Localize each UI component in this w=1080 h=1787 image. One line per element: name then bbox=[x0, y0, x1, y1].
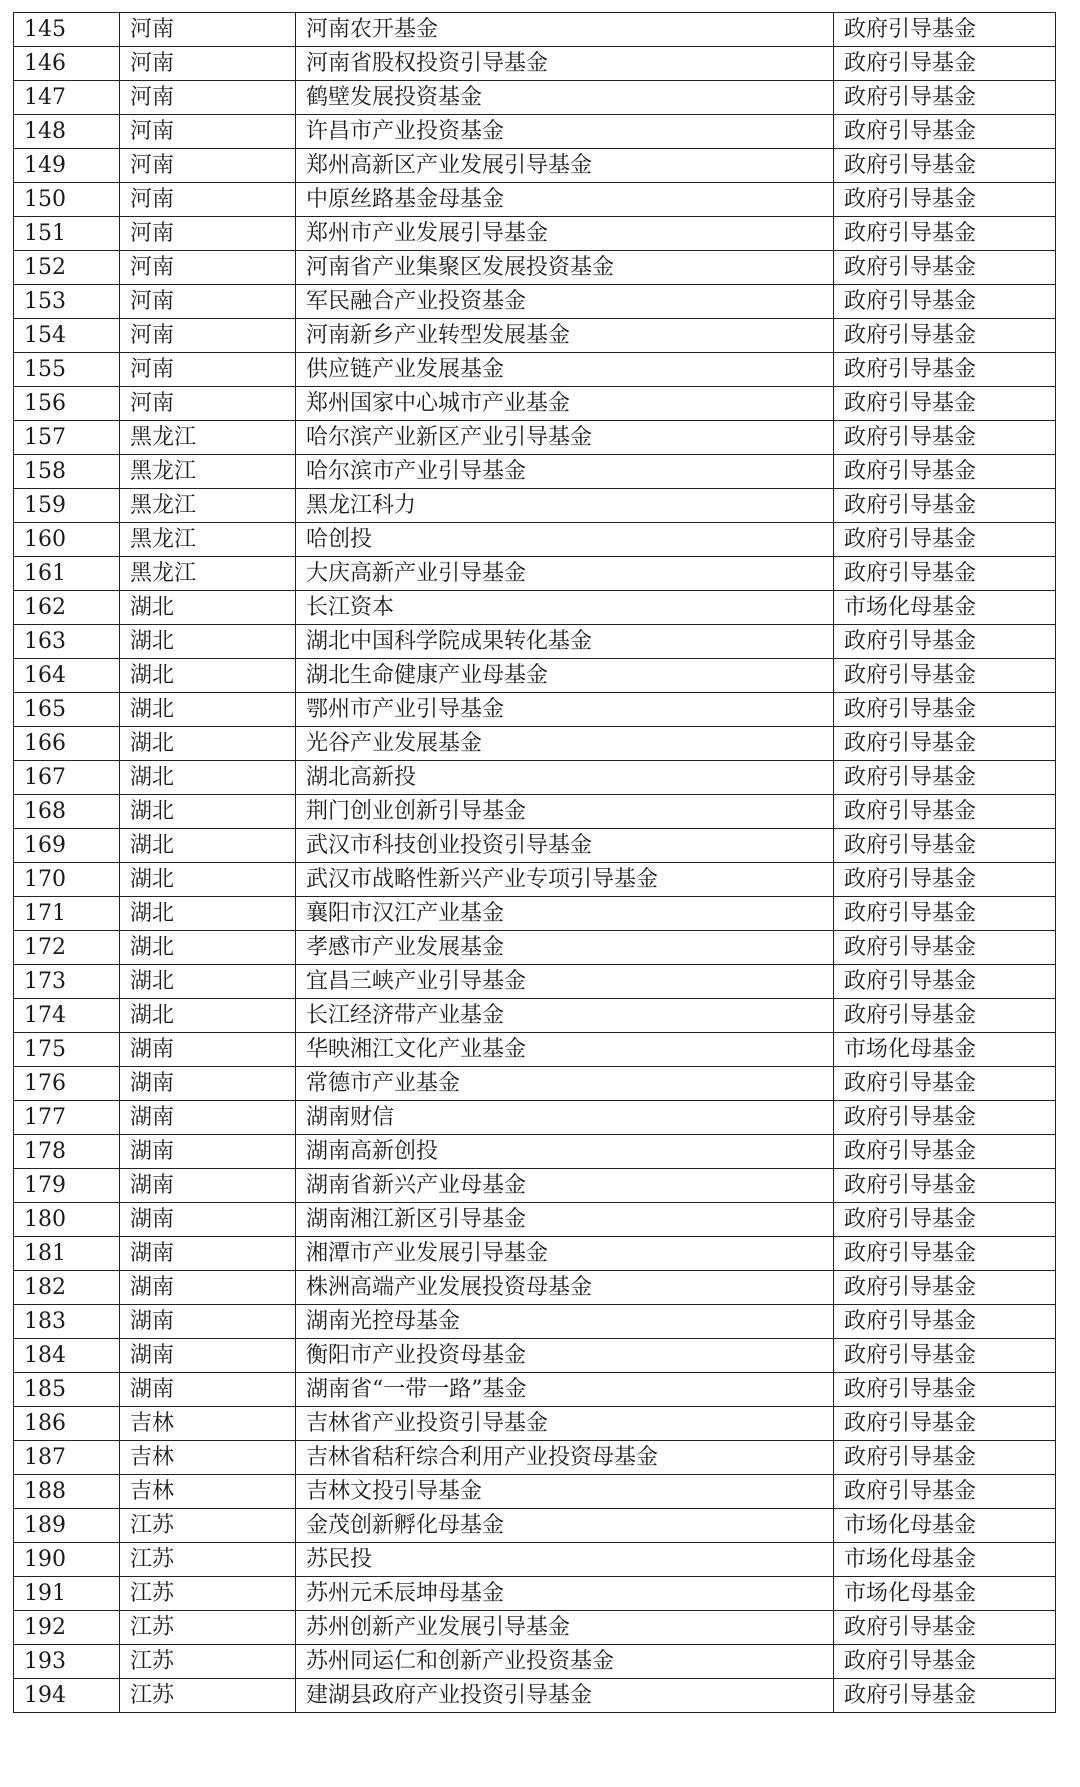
fund-type-cell: 政府引导基金 bbox=[834, 863, 1056, 897]
fund-name-cell: 吉林省秸秆综合利用产业投资母基金 bbox=[296, 1441, 834, 1475]
row-number-cell: 166 bbox=[14, 727, 120, 761]
row-number-cell: 186 bbox=[14, 1407, 120, 1441]
row-number-cell: 187 bbox=[14, 1441, 120, 1475]
row-number-cell: 191 bbox=[14, 1577, 120, 1611]
province-cell: 湖北 bbox=[120, 625, 296, 659]
fund-name-cell: 苏民投 bbox=[296, 1543, 834, 1577]
fund-type-cell: 政府引导基金 bbox=[834, 1305, 1056, 1339]
row-number-cell: 154 bbox=[14, 319, 120, 353]
fund-type-cell: 政府引导基金 bbox=[834, 149, 1056, 183]
province-cell: 河南 bbox=[120, 47, 296, 81]
fund-type-cell: 政府引导基金 bbox=[834, 965, 1056, 999]
fund-type-cell: 政府引导基金 bbox=[834, 115, 1056, 149]
row-number-cell: 182 bbox=[14, 1271, 120, 1305]
fund-table bbox=[13, 12, 1056, 1713]
fund-type-cell: 政府引导基金 bbox=[834, 795, 1056, 829]
fund-name-cell: 供应链产业发展基金 bbox=[296, 353, 834, 387]
row-number-cell: 147 bbox=[14, 81, 120, 115]
row-number-cell: 173 bbox=[14, 965, 120, 999]
fund-name-cell: 大庆高新产业引导基金 bbox=[296, 557, 834, 591]
table-row bbox=[14, 455, 1056, 489]
row-number-cell: 170 bbox=[14, 863, 120, 897]
fund-type-cell: 政府引导基金 bbox=[834, 659, 1056, 693]
fund-type-cell: 政府引导基金 bbox=[834, 47, 1056, 81]
table-row bbox=[14, 1305, 1056, 1339]
fund-name-cell: 苏州同运仁和创新产业投资基金 bbox=[296, 1645, 834, 1679]
table-row bbox=[14, 931, 1056, 965]
row-number-cell: 156 bbox=[14, 387, 120, 421]
province-cell: 江苏 bbox=[120, 1543, 296, 1577]
fund-name-cell: 黑龙江科力 bbox=[296, 489, 834, 523]
table-row bbox=[14, 625, 1056, 659]
fund-name-cell: 荆门创业创新引导基金 bbox=[296, 795, 834, 829]
fund-name-cell: 湖南财信 bbox=[296, 1101, 834, 1135]
province-cell: 湖北 bbox=[120, 761, 296, 795]
province-cell: 湖南 bbox=[120, 1067, 296, 1101]
fund-type-cell: 政府引导基金 bbox=[834, 1271, 1056, 1305]
table-row bbox=[14, 81, 1056, 115]
province-cell: 黑龙江 bbox=[120, 523, 296, 557]
table-row bbox=[14, 217, 1056, 251]
table-row bbox=[14, 1271, 1056, 1305]
fund-type-cell: 政府引导基金 bbox=[834, 999, 1056, 1033]
row-number-cell: 146 bbox=[14, 47, 120, 81]
fund-name-cell: 河南省股权投资引导基金 bbox=[296, 47, 834, 81]
fund-name-cell: 哈创投 bbox=[296, 523, 834, 557]
row-number-cell: 155 bbox=[14, 353, 120, 387]
row-number-cell: 148 bbox=[14, 115, 120, 149]
province-cell: 吉林 bbox=[120, 1441, 296, 1475]
table-row bbox=[14, 557, 1056, 591]
fund-name-cell: 湖北生命健康产业母基金 bbox=[296, 659, 834, 693]
table-row bbox=[14, 1645, 1056, 1679]
row-number-cell: 151 bbox=[14, 217, 120, 251]
province-cell: 湖南 bbox=[120, 1373, 296, 1407]
row-number-cell: 169 bbox=[14, 829, 120, 863]
province-cell: 江苏 bbox=[120, 1577, 296, 1611]
table-row bbox=[14, 1135, 1056, 1169]
table-row bbox=[14, 1033, 1056, 1067]
fund-type-cell: 政府引导基金 bbox=[834, 1169, 1056, 1203]
province-cell: 湖南 bbox=[120, 1135, 296, 1169]
province-cell: 黑龙江 bbox=[120, 455, 296, 489]
fund-type-cell: 政府引导基金 bbox=[834, 931, 1056, 965]
row-number-cell: 153 bbox=[14, 285, 120, 319]
table-row bbox=[14, 421, 1056, 455]
fund-type-cell: 政府引导基金 bbox=[834, 625, 1056, 659]
fund-type-cell: 政府引导基金 bbox=[834, 251, 1056, 285]
table-row bbox=[14, 761, 1056, 795]
row-number-cell: 181 bbox=[14, 1237, 120, 1271]
table-row bbox=[14, 1577, 1056, 1611]
row-number-cell: 194 bbox=[14, 1679, 120, 1713]
fund-type-cell: 市场化母基金 bbox=[834, 1033, 1056, 1067]
province-cell: 江苏 bbox=[120, 1645, 296, 1679]
fund-name-cell: 鄂州市产业引导基金 bbox=[296, 693, 834, 727]
row-number-cell: 180 bbox=[14, 1203, 120, 1237]
table-row bbox=[14, 1611, 1056, 1645]
fund-type-cell: 政府引导基金 bbox=[834, 1339, 1056, 1373]
fund-name-cell: 华映湘江文化产业基金 bbox=[296, 1033, 834, 1067]
row-number-cell: 189 bbox=[14, 1509, 120, 1543]
fund-name-cell: 湖南省新兴产业母基金 bbox=[296, 1169, 834, 1203]
province-cell: 湖北 bbox=[120, 659, 296, 693]
province-cell: 湖北 bbox=[120, 863, 296, 897]
table-row bbox=[14, 1101, 1056, 1135]
province-cell: 湖北 bbox=[120, 727, 296, 761]
province-cell: 吉林 bbox=[120, 1407, 296, 1441]
fund-type-cell: 政府引导基金 bbox=[834, 1679, 1056, 1713]
fund-type-cell: 政府引导基金 bbox=[834, 727, 1056, 761]
row-number-cell: 175 bbox=[14, 1033, 120, 1067]
province-cell: 湖南 bbox=[120, 1033, 296, 1067]
table-row bbox=[14, 999, 1056, 1033]
table-row bbox=[14, 1169, 1056, 1203]
fund-type-cell: 政府引导基金 bbox=[834, 217, 1056, 251]
fund-name-cell: 苏州元禾辰坤母基金 bbox=[296, 1577, 834, 1611]
fund-name-cell: 衡阳市产业投资母基金 bbox=[296, 1339, 834, 1373]
fund-type-cell: 政府引导基金 bbox=[834, 829, 1056, 863]
fund-type-cell: 政府引导基金 bbox=[834, 1373, 1056, 1407]
table-row bbox=[14, 727, 1056, 761]
fund-name-cell: 湘潭市产业发展引导基金 bbox=[296, 1237, 834, 1271]
table-row bbox=[14, 965, 1056, 999]
province-cell: 湖南 bbox=[120, 1101, 296, 1135]
province-cell: 河南 bbox=[120, 217, 296, 251]
row-number-cell: 171 bbox=[14, 897, 120, 931]
province-cell: 湖北 bbox=[120, 931, 296, 965]
province-cell: 湖北 bbox=[120, 829, 296, 863]
fund-type-cell: 政府引导基金 bbox=[834, 761, 1056, 795]
row-number-cell: 176 bbox=[14, 1067, 120, 1101]
fund-type-cell: 政府引导基金 bbox=[834, 1441, 1056, 1475]
fund-name-cell: 湖南湘江新区引导基金 bbox=[296, 1203, 834, 1237]
province-cell: 江苏 bbox=[120, 1611, 296, 1645]
row-number-cell: 174 bbox=[14, 999, 120, 1033]
table-row bbox=[14, 795, 1056, 829]
table-row bbox=[14, 1679, 1056, 1713]
table-row bbox=[14, 1407, 1056, 1441]
fund-type-cell: 政府引导基金 bbox=[834, 455, 1056, 489]
fund-type-cell: 政府引导基金 bbox=[834, 13, 1056, 47]
row-number-cell: 184 bbox=[14, 1339, 120, 1373]
fund-type-cell: 市场化母基金 bbox=[834, 1543, 1056, 1577]
province-cell: 河南 bbox=[120, 285, 296, 319]
table-row bbox=[14, 693, 1056, 727]
table-row bbox=[14, 319, 1056, 353]
province-cell: 湖北 bbox=[120, 693, 296, 727]
fund-name-cell: 军民融合产业投资基金 bbox=[296, 285, 834, 319]
fund-name-cell: 武汉市科技创业投资引导基金 bbox=[296, 829, 834, 863]
table-row bbox=[14, 387, 1056, 421]
table-row bbox=[14, 659, 1056, 693]
fund-type-cell: 政府引导基金 bbox=[834, 1101, 1056, 1135]
row-number-cell: 150 bbox=[14, 183, 120, 217]
table-row bbox=[14, 523, 1056, 557]
row-number-cell: 157 bbox=[14, 421, 120, 455]
fund-name-cell: 长江资本 bbox=[296, 591, 834, 625]
row-number-cell: 164 bbox=[14, 659, 120, 693]
row-number-cell: 145 bbox=[14, 13, 120, 47]
row-number-cell: 178 bbox=[14, 1135, 120, 1169]
document-page bbox=[13, 12, 1055, 1713]
fund-type-cell: 政府引导基金 bbox=[834, 353, 1056, 387]
fund-name-cell: 常德市产业基金 bbox=[296, 1067, 834, 1101]
province-cell: 湖北 bbox=[120, 795, 296, 829]
fund-type-cell: 政府引导基金 bbox=[834, 557, 1056, 591]
fund-name-cell: 襄阳市汉江产业基金 bbox=[296, 897, 834, 931]
table-row bbox=[14, 1475, 1056, 1509]
table-row bbox=[14, 353, 1056, 387]
row-number-cell: 152 bbox=[14, 251, 120, 285]
province-cell: 黑龙江 bbox=[120, 557, 296, 591]
fund-type-cell: 政府引导基金 bbox=[834, 897, 1056, 931]
province-cell: 湖北 bbox=[120, 591, 296, 625]
table-row bbox=[14, 489, 1056, 523]
fund-name-cell: 苏州创新产业发展引导基金 bbox=[296, 1611, 834, 1645]
province-cell: 河南 bbox=[120, 81, 296, 115]
fund-name-cell: 株洲高端产业发展投资母基金 bbox=[296, 1271, 834, 1305]
fund-type-cell: 政府引导基金 bbox=[834, 489, 1056, 523]
row-number-cell: 167 bbox=[14, 761, 120, 795]
table-row bbox=[14, 591, 1056, 625]
fund-name-cell: 吉林省产业投资引导基金 bbox=[296, 1407, 834, 1441]
row-number-cell: 149 bbox=[14, 149, 120, 183]
province-cell: 黑龙江 bbox=[120, 489, 296, 523]
fund-name-cell: 武汉市战略性新兴产业专项引导基金 bbox=[296, 863, 834, 897]
row-number-cell: 159 bbox=[14, 489, 120, 523]
fund-type-cell: 政府引导基金 bbox=[834, 81, 1056, 115]
province-cell: 湖南 bbox=[120, 1237, 296, 1271]
fund-name-cell: 建湖县政府产业投资引导基金 bbox=[296, 1679, 834, 1713]
table-row bbox=[14, 285, 1056, 319]
province-cell: 吉林 bbox=[120, 1475, 296, 1509]
province-cell: 河南 bbox=[120, 183, 296, 217]
province-cell: 黑龙江 bbox=[120, 421, 296, 455]
table-row bbox=[14, 829, 1056, 863]
fund-name-cell: 长江经济带产业基金 bbox=[296, 999, 834, 1033]
fund-name-cell: 哈尔滨市产业引导基金 bbox=[296, 455, 834, 489]
fund-name-cell: 河南省产业集聚区发展投资基金 bbox=[296, 251, 834, 285]
row-number-cell: 193 bbox=[14, 1645, 120, 1679]
fund-type-cell: 政府引导基金 bbox=[834, 387, 1056, 421]
province-cell: 江苏 bbox=[120, 1679, 296, 1713]
table-row bbox=[14, 183, 1056, 217]
province-cell: 河南 bbox=[120, 115, 296, 149]
province-cell: 湖南 bbox=[120, 1339, 296, 1373]
fund-name-cell: 湖南高新创投 bbox=[296, 1135, 834, 1169]
fund-type-cell: 政府引导基金 bbox=[834, 1611, 1056, 1645]
province-cell: 湖北 bbox=[120, 999, 296, 1033]
province-cell: 河南 bbox=[120, 13, 296, 47]
row-number-cell: 160 bbox=[14, 523, 120, 557]
row-number-cell: 177 bbox=[14, 1101, 120, 1135]
fund-type-cell: 市场化母基金 bbox=[834, 1509, 1056, 1543]
row-number-cell: 165 bbox=[14, 693, 120, 727]
fund-name-cell: 河南农开基金 bbox=[296, 13, 834, 47]
province-cell: 江苏 bbox=[120, 1509, 296, 1543]
province-cell: 河南 bbox=[120, 387, 296, 421]
table-row bbox=[14, 1373, 1056, 1407]
fund-type-cell: 政府引导基金 bbox=[834, 1135, 1056, 1169]
province-cell: 湖南 bbox=[120, 1271, 296, 1305]
fund-name-cell: 湖北高新投 bbox=[296, 761, 834, 795]
fund-type-cell: 市场化母基金 bbox=[834, 591, 1056, 625]
table-row bbox=[14, 251, 1056, 285]
province-cell: 湖南 bbox=[120, 1305, 296, 1339]
fund-name-cell: 郑州高新区产业发展引导基金 bbox=[296, 149, 834, 183]
row-number-cell: 192 bbox=[14, 1611, 120, 1645]
row-number-cell: 188 bbox=[14, 1475, 120, 1509]
fund-name-cell: 湖南省“一带一路”基金 bbox=[296, 1373, 834, 1407]
row-number-cell: 185 bbox=[14, 1373, 120, 1407]
fund-type-cell: 政府引导基金 bbox=[834, 319, 1056, 353]
province-cell: 河南 bbox=[120, 319, 296, 353]
table-row bbox=[14, 1203, 1056, 1237]
fund-type-cell: 政府引导基金 bbox=[834, 1645, 1056, 1679]
fund-name-cell: 金茂创新孵化母基金 bbox=[296, 1509, 834, 1543]
row-number-cell: 172 bbox=[14, 931, 120, 965]
row-number-cell: 168 bbox=[14, 795, 120, 829]
row-number-cell: 161 bbox=[14, 557, 120, 591]
table-row bbox=[14, 13, 1056, 47]
row-number-cell: 179 bbox=[14, 1169, 120, 1203]
table-row bbox=[14, 863, 1056, 897]
fund-type-cell: 政府引导基金 bbox=[834, 1237, 1056, 1271]
fund-type-cell: 政府引导基金 bbox=[834, 1067, 1056, 1101]
fund-type-cell: 政府引导基金 bbox=[834, 421, 1056, 455]
province-cell: 湖北 bbox=[120, 965, 296, 999]
fund-name-cell: 中原丝路基金母基金 bbox=[296, 183, 834, 217]
fund-name-cell: 宜昌三峡产业引导基金 bbox=[296, 965, 834, 999]
table-row bbox=[14, 1339, 1056, 1373]
fund-name-cell: 吉林文投引导基金 bbox=[296, 1475, 834, 1509]
fund-type-cell: 政府引导基金 bbox=[834, 1407, 1056, 1441]
fund-type-cell: 政府引导基金 bbox=[834, 183, 1056, 217]
table-row bbox=[14, 1067, 1056, 1101]
fund-name-cell: 光谷产业发展基金 bbox=[296, 727, 834, 761]
fund-type-cell: 政府引导基金 bbox=[834, 1475, 1056, 1509]
fund-type-cell: 政府引导基金 bbox=[834, 1203, 1056, 1237]
table-body bbox=[14, 13, 1056, 1713]
table-row bbox=[14, 1543, 1056, 1577]
province-cell: 河南 bbox=[120, 149, 296, 183]
row-number-cell: 158 bbox=[14, 455, 120, 489]
table-row bbox=[14, 1509, 1056, 1543]
fund-name-cell: 郑州市产业发展引导基金 bbox=[296, 217, 834, 251]
table-row bbox=[14, 149, 1056, 183]
fund-name-cell: 湖北中国科学院成果转化基金 bbox=[296, 625, 834, 659]
province-cell: 河南 bbox=[120, 251, 296, 285]
fund-name-cell: 哈尔滨产业新区产业引导基金 bbox=[296, 421, 834, 455]
fund-name-cell: 鹤壁发展投资基金 bbox=[296, 81, 834, 115]
row-number-cell: 163 bbox=[14, 625, 120, 659]
fund-name-cell: 河南新乡产业转型发展基金 bbox=[296, 319, 834, 353]
province-cell: 河南 bbox=[120, 353, 296, 387]
fund-name-cell: 许昌市产业投资基金 bbox=[296, 115, 834, 149]
province-cell: 湖南 bbox=[120, 1169, 296, 1203]
fund-name-cell: 湖南光控母基金 bbox=[296, 1305, 834, 1339]
fund-name-cell: 郑州国家中心城市产业基金 bbox=[296, 387, 834, 421]
fund-name-cell: 孝感市产业发展基金 bbox=[296, 931, 834, 965]
province-cell: 湖北 bbox=[120, 897, 296, 931]
table-row bbox=[14, 897, 1056, 931]
fund-type-cell: 政府引导基金 bbox=[834, 693, 1056, 727]
fund-type-cell: 政府引导基金 bbox=[834, 285, 1056, 319]
row-number-cell: 190 bbox=[14, 1543, 120, 1577]
table-row bbox=[14, 115, 1056, 149]
table-row bbox=[14, 47, 1056, 81]
province-cell: 湖南 bbox=[120, 1203, 296, 1237]
table-row bbox=[14, 1237, 1056, 1271]
table-row bbox=[14, 1441, 1056, 1475]
row-number-cell: 162 bbox=[14, 591, 120, 625]
row-number-cell: 183 bbox=[14, 1305, 120, 1339]
fund-type-cell: 市场化母基金 bbox=[834, 1577, 1056, 1611]
fund-type-cell: 政府引导基金 bbox=[834, 523, 1056, 557]
